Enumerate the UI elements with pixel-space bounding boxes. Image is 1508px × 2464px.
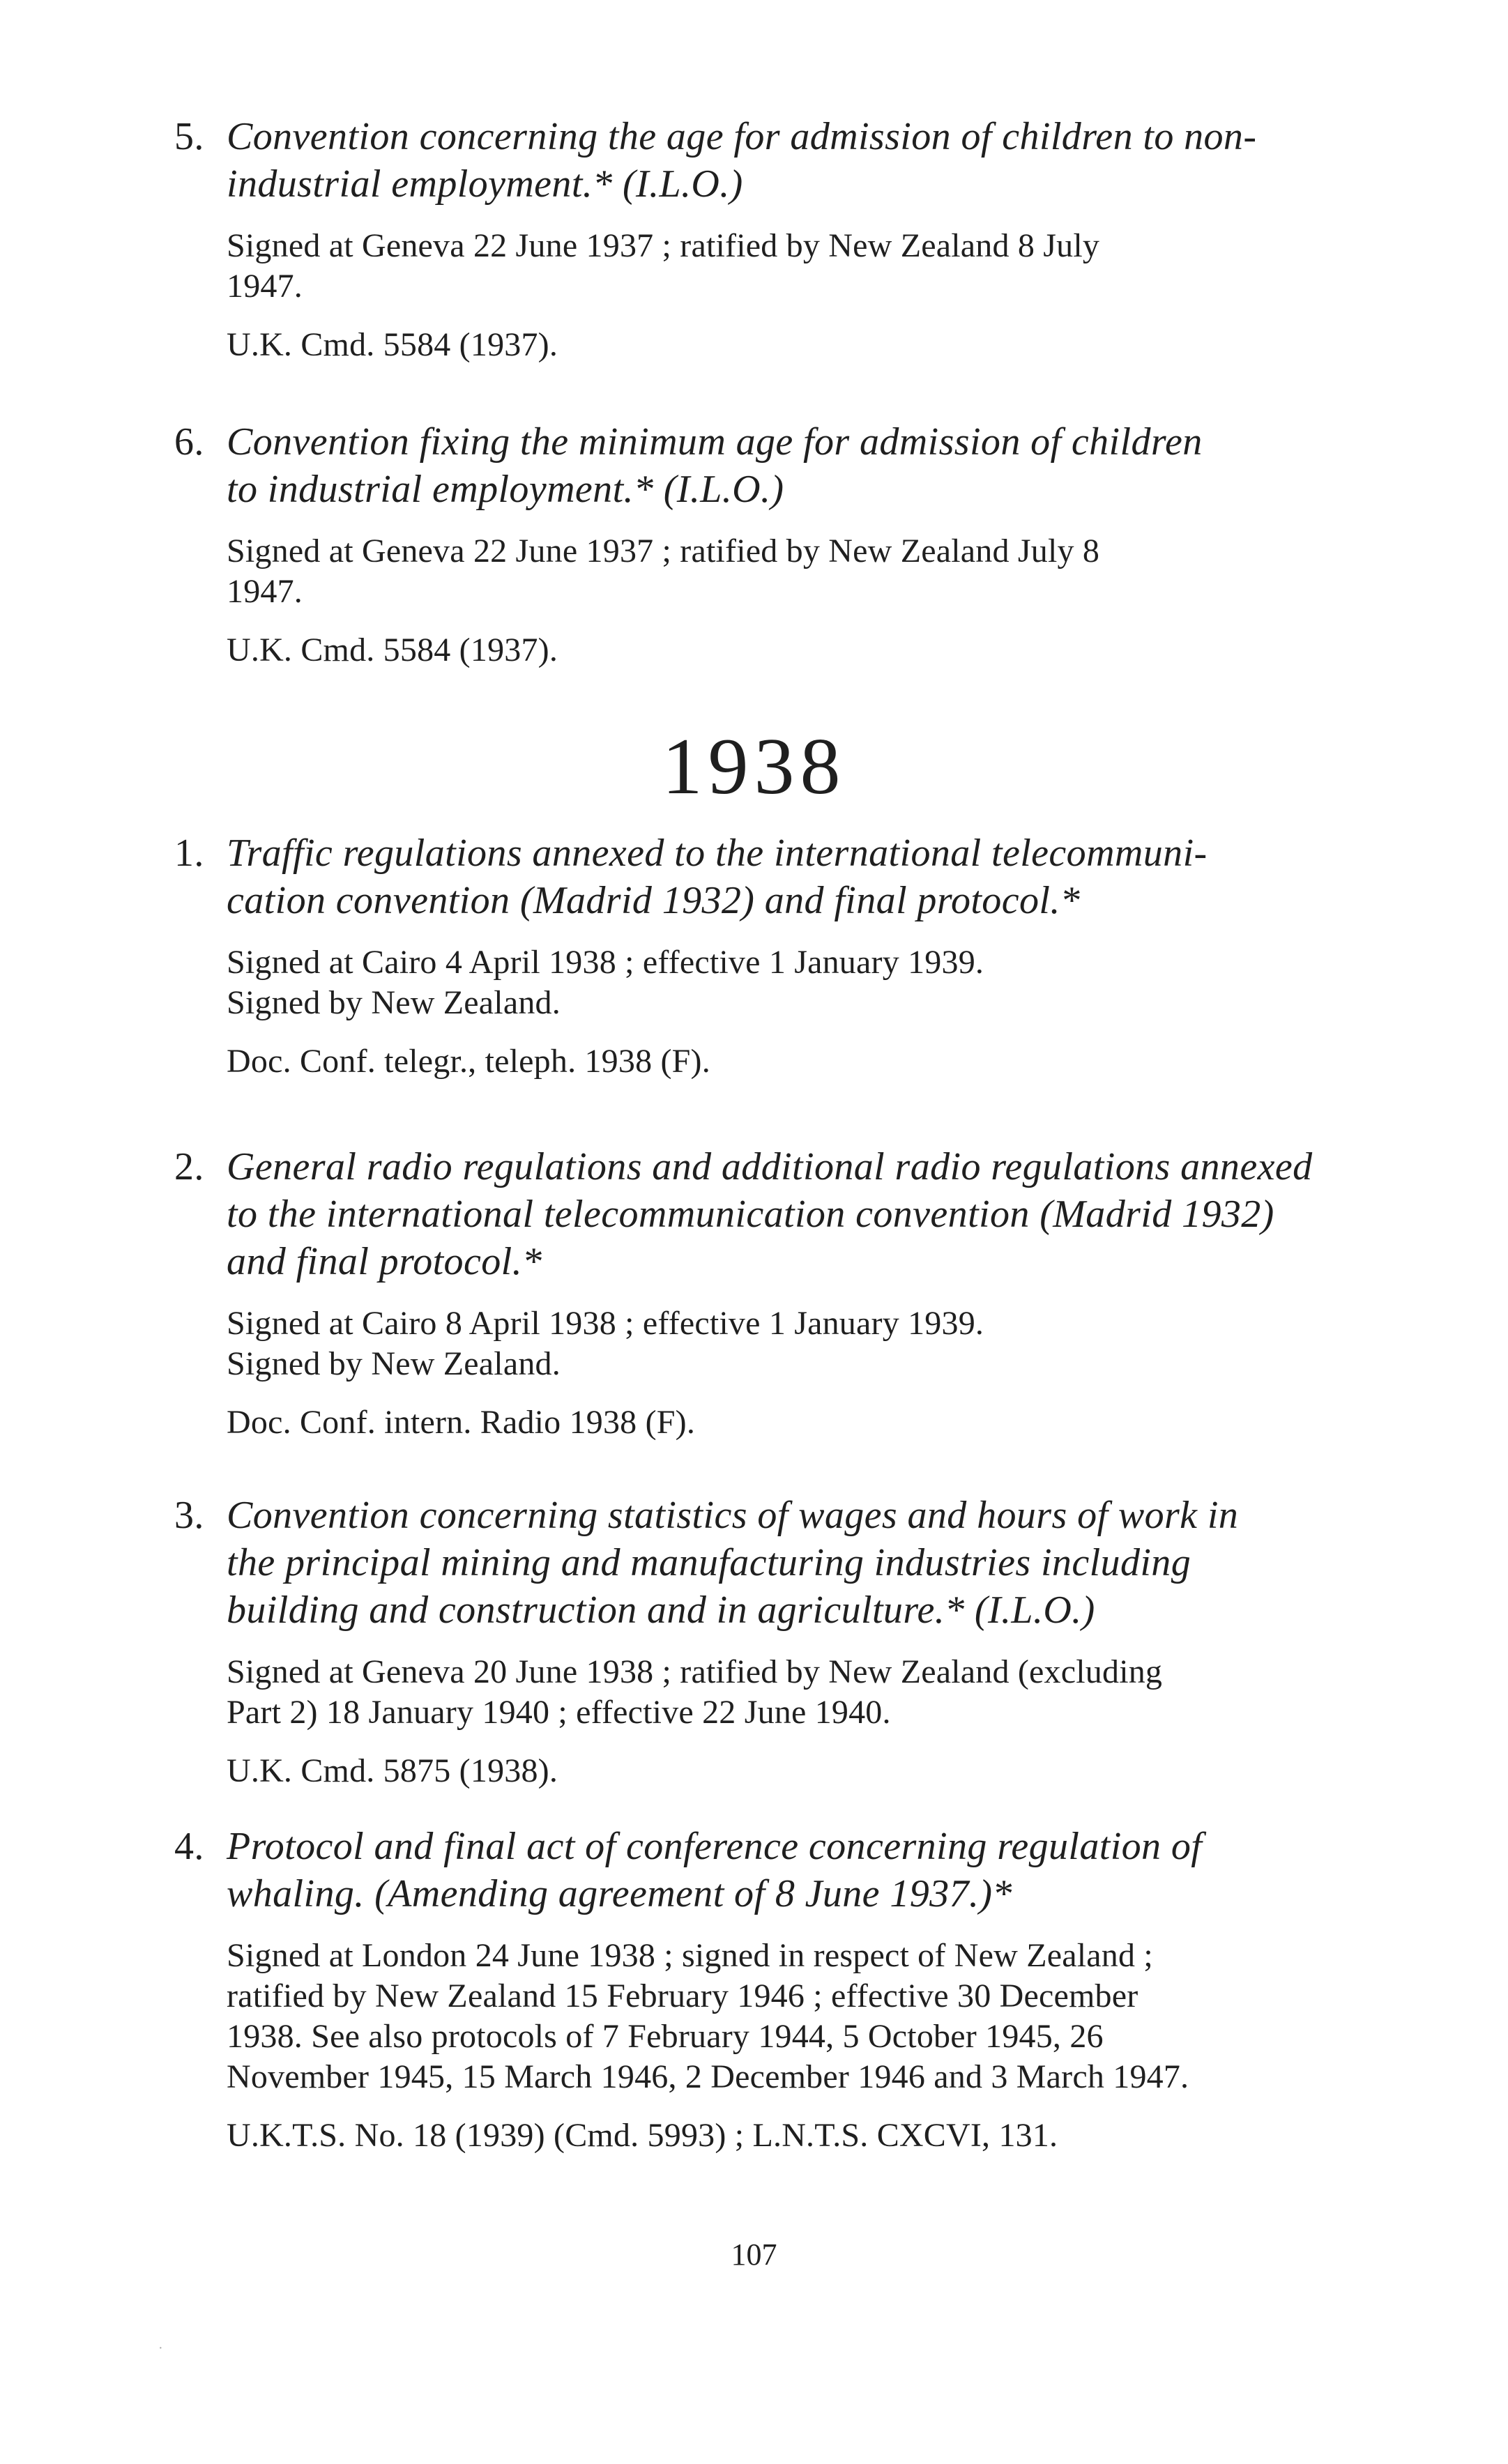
- entry-detail-line: November 1945, 15 March 1946, 2 December 1946 and 3 March 1947.: [227, 2058, 1189, 2095]
- entry-number: 1.: [174, 832, 204, 875]
- entry-title: [174, 1143, 1373, 1285]
- entry-detail-line: Part 2) 18 January 1940 ; effective 22 June 1940.: [227, 1694, 891, 1731]
- entry-title: [174, 113, 1373, 208]
- treaty-entry-1938-3: [174, 1492, 1373, 1791]
- entry-title: [174, 1492, 1373, 1634]
- entry-title-line: Convention concerning statistics of wages and hours of work in: [227, 1494, 1239, 1537]
- treaty-entry-1938-2: [174, 1143, 1373, 1443]
- treaty-entry-1937-5: [174, 113, 1373, 365]
- page-number: 107: [731, 2237, 777, 2272]
- entry-detail-line: Signed by New Zealand.: [227, 1345, 561, 1382]
- entry-detail-line: 1947.: [227, 573, 303, 610]
- entry-title: [174, 1823, 1373, 1918]
- entry-citation: Doc. Conf. telegr., teleph. 1938 (F).: [227, 1043, 710, 1080]
- entry-title-line: and final protocol.*: [227, 1240, 542, 1283]
- entry-detail-line: 1947.: [227, 268, 303, 305]
- margin-mark: ·: [158, 2341, 163, 2356]
- entry-number: 5.: [174, 115, 204, 158]
- entry-title-line: to the international telecommunication convention (Madrid 1932): [227, 1193, 1274, 1236]
- treaty-entry-1938-1: [174, 829, 1373, 1082]
- entry-detail-line: Signed at London 24 June 1938 ; signed in respect of New Zealand ;: [227, 1937, 1153, 1974]
- entry-detail-line: ratified by New Zealand 15 February 1946 ; effective 30 December: [227, 1977, 1138, 2014]
- entry-number: 6.: [174, 420, 204, 464]
- entry-title-line: cation convention (Madrid 1932) and final protocol.*: [227, 879, 1081, 922]
- entry-title-line: Convention fixing the minimum age for admission of children: [227, 420, 1203, 464]
- entry-title-line: industrial employment.* (I.L.O.): [227, 162, 743, 206]
- entry-number: 3.: [174, 1494, 204, 1537]
- entry-title-line: Protocol and final act of conference concerning regulation of: [227, 1825, 1203, 1868]
- entry-number: 4.: [174, 1825, 204, 1868]
- entry-title-line: the principal mining and manufacturing industries including: [227, 1541, 1191, 1584]
- entry-detail-line: Signed at Geneva 20 June 1938 ; ratified by New Zealand (excluding: [227, 1653, 1163, 1690]
- entry-citation: U.K. Cmd. 5584 (1937).: [227, 632, 558, 668]
- treaty-entry-1938-4: [174, 1823, 1373, 2156]
- year-heading: 1938: [662, 722, 846, 811]
- entry-title-line: Traffic regulations annexed to the international telecommuni-: [227, 832, 1208, 875]
- entry-title: [174, 829, 1373, 924]
- entry-title-line: building and construction and in agriculture.* (I.L.O.): [227, 1589, 1095, 1632]
- entry-title-line: Convention concerning the age for admission of children to non-: [227, 115, 1257, 158]
- entry-title-line: General radio regulations and additional radio regulations annexed: [227, 1145, 1313, 1188]
- treaty-entry-1937-6: [174, 418, 1373, 671]
- entry-citation: U.K. Cmd. 5875 (1938).: [227, 1752, 558, 1789]
- entry-detail-line: Signed at Cairo 8 April 1938 ; effective 1 January 1939.: [227, 1305, 984, 1342]
- entry-title: [174, 418, 1373, 513]
- entry-number: 2.: [174, 1145, 204, 1188]
- entry-title-line: to industrial employment.* (I.L.O.): [227, 468, 784, 511]
- entry-citation: Doc. Conf. intern. Radio 1938 (F).: [227, 1404, 696, 1441]
- entry-detail-line: Signed at Geneva 22 June 1937 ; ratified by New Zealand 8 July: [227, 227, 1100, 264]
- entry-title-line: whaling. (Amending agreement of 8 June 1937.)*: [227, 1872, 1012, 1915]
- entry-citation: U.K.T.S. No. 18 (1939) (Cmd. 5993) ; L.N.T.S. CXCVI, 131.: [227, 2117, 1058, 2154]
- entry-citation: U.K. Cmd. 5584 (1937).: [227, 326, 558, 363]
- entry-detail-line: 1938. See also protocols of 7 February 1944, 5 October 1945, 26: [227, 2018, 1104, 2055]
- entry-detail-line: Signed by New Zealand.: [227, 984, 561, 1021]
- entry-detail-line: Signed at Geneva 22 June 1937 ; ratified by New Zealand July 8: [227, 533, 1100, 569]
- entry-detail-line: Signed at Cairo 4 April 1938 ; effective 1 January 1939.: [227, 944, 984, 981]
